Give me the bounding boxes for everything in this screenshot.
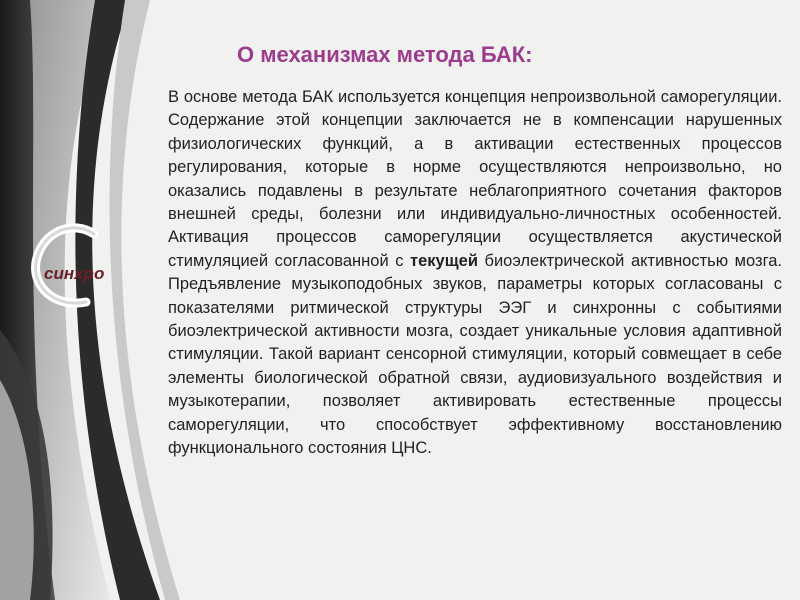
logo-text: синхро — [44, 264, 105, 283]
body-text-bold: текущей — [410, 251, 478, 270]
body-text-part2: биоэлектрической активностью мозга. Предъявление музыкоподобных звуков, параметры которых согласованы с показателями ритмической структуры ЭЭГ и синхронны с событиями биоэлектрической активности мозга, создает уникальные условия адаптивной стимуляции. Такой вариант сенсорной стимуляции, который совмещает в себе элементы биологической обратной связи, аудиовизуального воздействия и музыкотерапии, позволяет активировать естественные процессы саморегуляции, что способствует эффективному восстановлению функционального состояния ЦНС. — [168, 251, 783, 458]
slide-body-text — [168, 86, 782, 461]
slide-title: О механизмах метода БАК: — [237, 42, 533, 67]
body-text-part1: В основе метода БАК используется концепция непроизвольной саморегуляции. Содержание этой концепции заключается не в компенсации нарушенных физиологических функций, а в активации естественных процессов регулирования, которые в норме осуществляются непроизвольно, но оказались подавлены в результате неблагоприятного сочетания факторов внешней среды, болезни или индивидуально-личностных особенностей. Активация процессов саморегуляции осуществляется акустической стимуляцией согласованной с — [168, 88, 782, 270]
